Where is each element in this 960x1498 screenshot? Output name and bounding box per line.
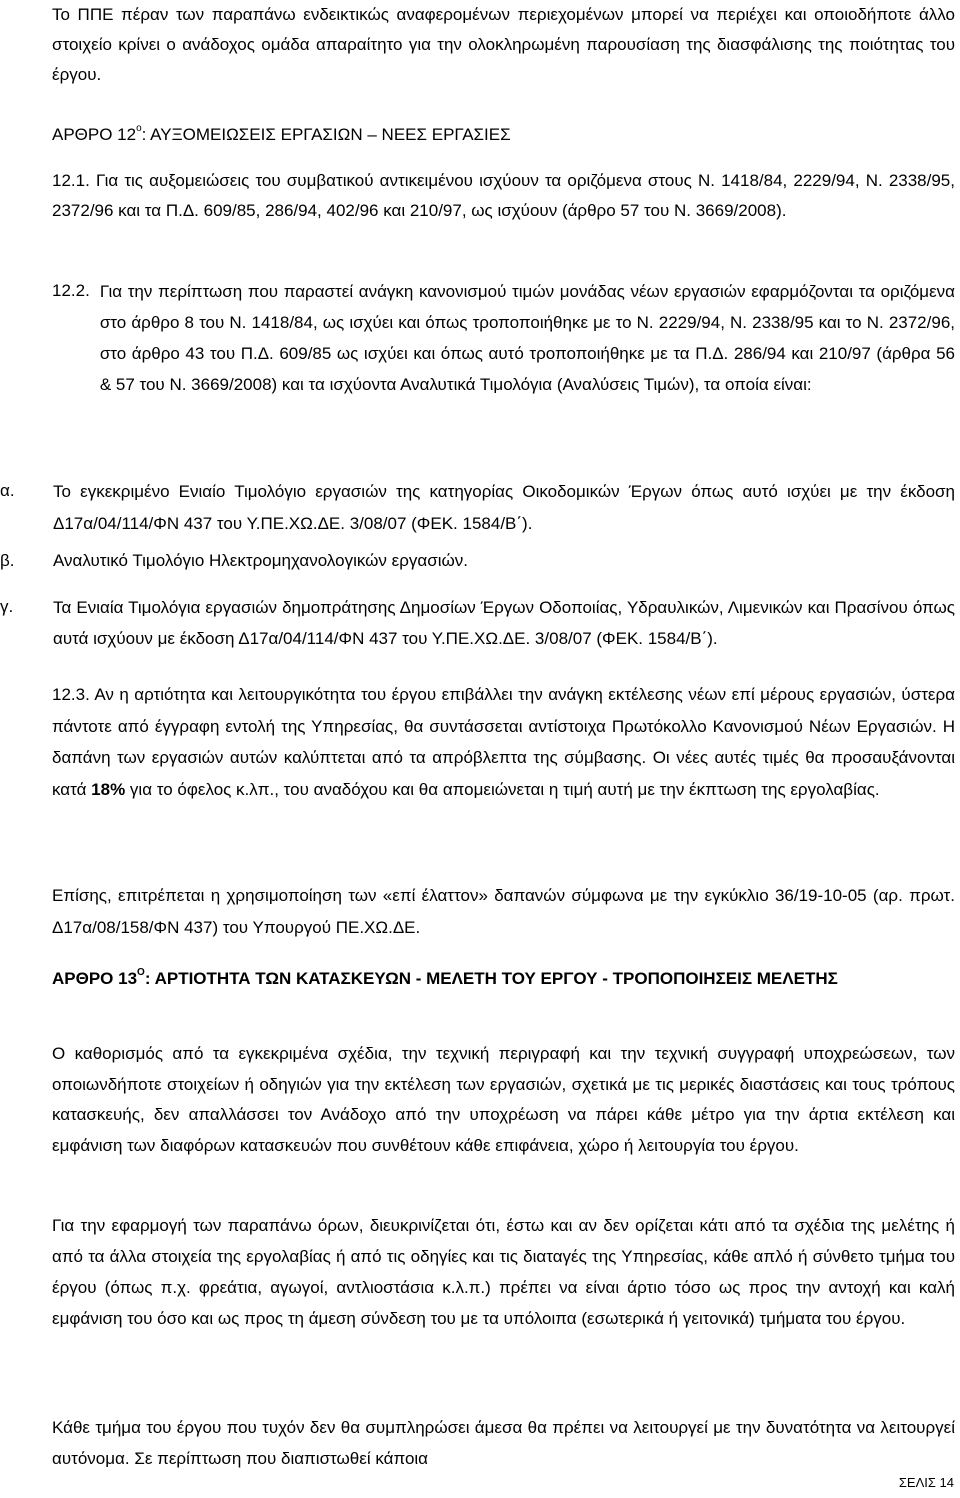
article-12-2-paragraph xyxy=(52,276,955,400)
list-item xyxy=(0,546,955,576)
article-12-heading-sup: ο xyxy=(136,123,142,134)
article-13-paragraph-2: Για την εφαρμογή των παραπάνω όρων, διευκρινίζεται ότι, έστω και αν δεν ορίζεται κάτι από τα σχέδια της μελέτης ή από τα άλλα στοιχεία της εργολαβίας ή από τις οδηγίες και τις διαταγές της Υπηρεσίας, κάθε απλό ή σύνθετο τμήμα του έργου (όπως π.χ. φρεάτια, αγωγοί, αντλιοστάσια κ.λ.π.) πρέπει να είναι άρτιο τόσο ως προς την αντοχή και καλή εμφάνιση του όσο και ως προς τη άμεση σύνδεση του με τα υπόλοιπα (εσωτερικά ή γειτονικά) τμήματα του έργου. xyxy=(52,1216,955,1328)
list-item-text: Τα Ενιαία Τιμολόγια εργασιών δημοπράτησης Δημοσίων Έργων Οδοποιίας, Υδραυλικών, Λιμενικών και Πρασίνου όπως αυτά ισχύουν με έκδοση Δ17α/04/114/ΦΝ 437 του Υ.ΠΕ.ΧΩ.ΔΕ. 3/08/07 (ΦΕΚ. 1584/Β΄). xyxy=(53,598,955,648)
article-12-heading-prefix: ΑΡΘΡΟ 12 xyxy=(52,125,137,144)
page-footer: ΣΕΛΙΣ 14 xyxy=(898,1475,954,1490)
article-12-3-text-a: Αν η αρτιότητα και λειτουργικότητα του έργου επιβάλλει την ανάγκη εκτέλεσης νέων επί μέρους εργασιών, ύστερα πάντοτε από έγγραφη εντολή της Υπηρεσίας, θα συντάσσεται αντίστοιχα Πρωτόκολλο Κανονισμού Νέων Εργασιών. Η δαπάνη των εργασιών αυτών καλύπτεται από τα απρόβλεπτα της σύμβασης. Οι νέες αυτές τιμές θα προσαυξάνονται κατά xyxy=(52,685,955,799)
list-marker: α. xyxy=(0,481,15,500)
article-12-3-percent: 18% xyxy=(91,779,126,799)
article-13-heading-prefix: ΑΡΘΡΟ 13 xyxy=(52,969,138,988)
article-12-circular-paragraph: Επίσης, επιτρέπεται η χρησιμοποίηση των «επί έλαττον» δαπανών σύμφωνα με την εγκύκλιο 36/19-10-05 (αρ. πρωτ. Δ17α/08/158/ΦΝ 437) του Υπουργού ΠΕ.ΧΩ.ΔΕ. xyxy=(52,886,955,937)
list-marker: β. xyxy=(0,551,15,570)
list-item-text: Αναλυτικό Τιμολόγιο Ηλεκτρομηχανολογικών εργασιών. xyxy=(53,551,468,570)
article-12-2-number: 12.2. xyxy=(52,281,90,300)
article-12-1-number: 12.1. xyxy=(52,171,90,190)
article-13-paragraph-1: Ο καθορισμός από τα εγκεκριμένα σχέδια, την τεχνική περιγραφή και την τεχνική συγγραφή υποχρεώσεων, των οποιωνδήποτε στοιχείων ή οδηγιών για την εκτέλεση των εργασιών, σχετικά με τις μερικές διαστάσεις και τους τρόπους κατασκευής, δεν απαλλάσσει τον Ανάδοχο από την υποχρέωση να πάρει κάθε μέτρο για την άρτια εκτέλεση και εμφάνιση των διαφόρων κατασκευών που συνθέτουν κάθε επιφάνεια, χώρο ή λειτουργία του έργου. xyxy=(52,1044,955,1155)
article-12-heading-title: : ΑΥΞΟΜΕΙΩΣΕΙΣ ΕΡΓΑΣΙΩΝ – ΝΕΕΣ ΕΡΓΑΣΙΕΣ xyxy=(141,125,511,144)
article-13-paragraph-3: Κάθε τμήμα του έργου που τυχόν δεν θα συμπληρώσει άμεσα θα πρέπει να λειτουργεί με την δυνατότητα να λειτουργεί αυτόνομα. Σε περίπτωση που διαπιστωθεί κάποια xyxy=(52,1418,955,1468)
article-12-3-paragraph xyxy=(52,679,955,805)
article-12-3-number: 12.3. xyxy=(52,685,90,704)
list-item xyxy=(0,476,955,540)
price-list xyxy=(0,476,955,654)
article-13-heading-title: : ΑΡΤΙΟΤΗΤΑ ΤΩΝ ΚΑΤΑΣΚΕΥΩΝ - ΜΕΛΕΤΗ ΤΟΥ ΕΡΓΟΥ - ΤΡΟΠΟΠΟΙΗΣΕΙΣ ΜΕΛΕΤΗΣ xyxy=(144,969,838,988)
article-12-3-text-b: για το όφελος κ.λπ., του αναδόχου και θα απομειώνεται η τιμή αυτή με την έκπτωση της εργολαβίας. xyxy=(125,779,880,799)
intro-paragraph: Το ΠΠΕ πέραν των παραπάνω ενδεικτικώς αναφερομένων περιεχομένων μπορεί να περιέχει και οποιοδήποτε άλλο στοιχείο κρίνει ο ανάδοχος ομάδα απαραίτητο για την ολοκληρωμένη παρουσίαση της διασφάλισης της ποιότητας του έργου. xyxy=(52,5,955,84)
article-13-heading-sup: Ο xyxy=(137,967,145,978)
article-12-1-paragraph xyxy=(52,166,955,226)
article-12-heading xyxy=(52,120,511,150)
article-13-heading xyxy=(52,963,955,995)
list-item-text: Το εγκεκριμένο Ενιαίο Τιμολόγιο εργασιών της κατηγορίας Οικοδομικών Έργων όπως αυτό ισχύει με την έκδοση Δ17α/04/114/ΦΝ 437 του Υ.ΠΕ.ΧΩ.ΔΕ. 3/08/07 (ΦΕΚ. 1584/Β΄). xyxy=(53,482,955,533)
list-item xyxy=(0,592,955,654)
article-12-1-body xyxy=(52,166,955,226)
article-12-2-text: Για την περίπτωση που παραστεί ανάγκη κανονισμού τιμών μονάδας νέων εργασιών εφαρμόζονται τα οριζόμενα στο άρθρο 8 του Ν. 1418/84, ως ισχύει και όπως τροποποιήθηκε με το Ν. 2229/94, Ν. 2338/95 και το Ν. 2372/96, στο άρθρο 43 του Π.Δ. 609/85 ως ισχύει και όπως αυτό τροποποιήθηκε με τα Π.Δ. 286/94 και 210/97 (άρθρα 56 & 57 του Ν. 3669/2008) και τα ισχύοντα Αναλυτικά Τιμολόγια (Αναλύσεις Τιμών), τα οποία είναι: xyxy=(99,282,955,394)
article-12-1-text: Για τις αυξομειώσεις του συμβατικού αντικειμένου ισχύουν τα οριζόμενα στους Ν. 1418/84, 2229/94, Ν. 2338/95, 2372/96 και τα Π.Δ. 609/85, 286/94, 402/96 και 210/97, ως ισχύουν (άρθρο 57 του Ν. 3669/2008). xyxy=(52,171,955,220)
list-marker: γ. xyxy=(0,597,14,616)
